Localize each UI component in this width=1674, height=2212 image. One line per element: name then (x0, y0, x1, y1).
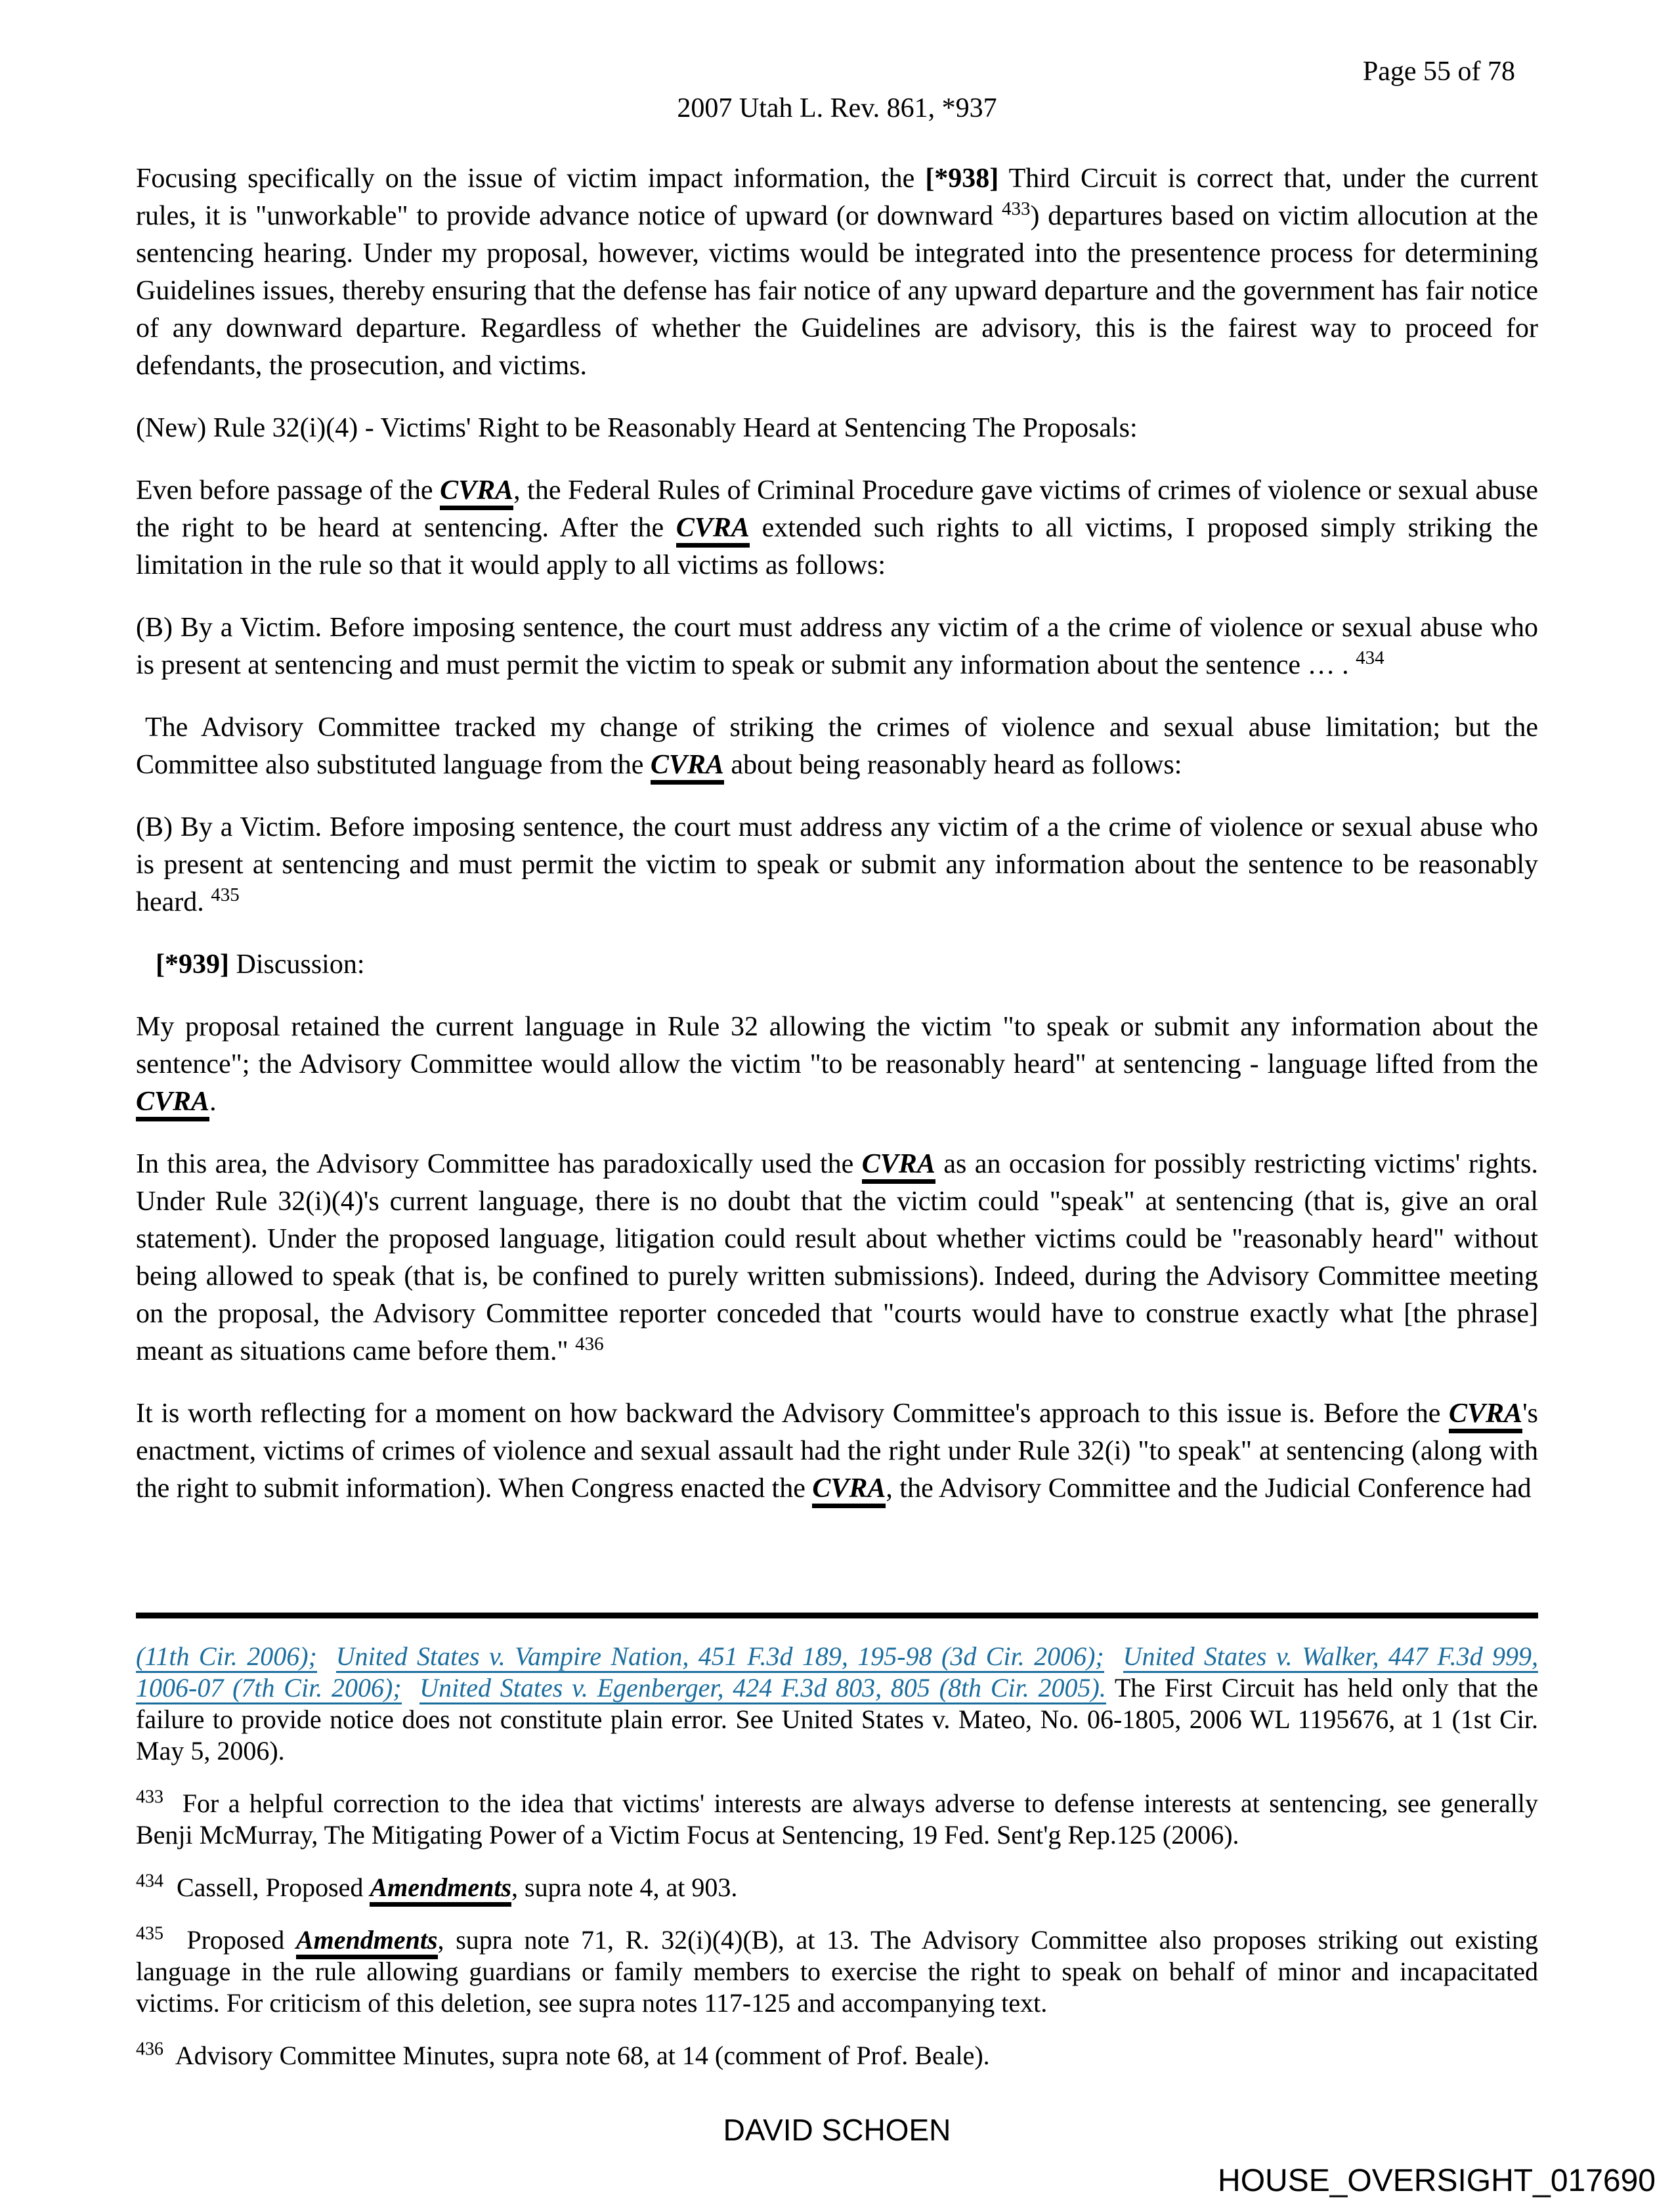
footnote-reference: 433 (1001, 198, 1031, 219)
case-citation-link[interactable]: (11th Cir. 2006); (136, 1641, 317, 1673)
text-run: Third Circuit is correct that, under the current rules, it is "unworkable" to provide advance notice of upward (or downward (136, 163, 1538, 231)
page-marker: [*938] (925, 163, 999, 194)
paragraph (136, 160, 1538, 385)
text-run (1104, 1641, 1123, 1671)
text-run: My proposal retained the current language in Rule 32 allowing the victim "to speak or submit any information about the sentence"; the Advisory Committee would allow the victim "to be reasonably heard" at sentencing - language lifted from the (136, 1012, 1538, 1079)
text-run (402, 1673, 420, 1702)
text-run: , the Advisory Committee and the Judicial Conference had (886, 1473, 1532, 1504)
paragraph (136, 946, 1538, 984)
footnote-number: 435 (136, 1923, 163, 1944)
text-run: Advisory Committee Minutes, supra note 68, at 14 (comment of Prof. Beale). (163, 2041, 990, 2070)
text-run: . (209, 1087, 217, 1117)
bates-number: HOUSE_OVERSIGHT_017690 (1218, 2163, 1656, 2198)
footnote-reference: 435 (211, 884, 240, 905)
text-run: about being reasonably heard as follows: (723, 750, 1182, 780)
footnote-number: 434 (136, 1871, 163, 1892)
text-run: , supra note 4, at 903. (511, 1873, 738, 1902)
footnote (136, 1872, 1538, 1903)
paragraph (136, 1008, 1538, 1121)
text-run: It is worth reflecting for a moment on how backward the Advisory Committee's approach to this issue is. Before the (136, 1399, 1449, 1429)
text-run: Discussion: (228, 949, 365, 980)
emphasized-reference: CVRA (812, 1473, 886, 1508)
paragraph (136, 472, 1538, 584)
document-body (0, 160, 1674, 2071)
text-run: (New) Rule 32(i)(4) - Victims' Right to be Reasonably Heard at Sentencing The Proposals: (136, 413, 1138, 443)
text-run: (B) By a Victim. Before imposing sentence, the court must address any victim of a the crime of violence or sexual abuse who is present at sentencing and must permit the victim to speak or submit any information about the sentence to be reasonably heard. (136, 812, 1538, 917)
paragraph (136, 1146, 1538, 1370)
footnote-number: 436 (136, 2039, 163, 2060)
footnote (136, 2040, 1538, 2071)
footnote-reference: 434 (1356, 647, 1384, 668)
text-run: Cassell, Proposed (163, 1873, 370, 1902)
text-run (317, 1641, 336, 1671)
text-run: In this area, the Advisory Committee has paradoxically used the (136, 1149, 862, 1179)
text-run: extended such rights to all victims, I proposed simply striking the limitation in the rule so that it would apply to all victims as follows: (136, 513, 1538, 580)
case-citation-link[interactable]: United States v. Egenberger, 424 F.3d 803, 805 (8th Cir. 2005). (419, 1673, 1106, 1704)
paragraph (136, 609, 1538, 684)
emphasized-reference: CVRA (651, 750, 724, 785)
text-run: Even before passage of the (136, 475, 440, 506)
paragraph (136, 709, 1538, 784)
paragraph (136, 809, 1538, 921)
case-citation-link[interactable]: United States v. Vampire Nation, 451 F.3d 189, 195-98 (3d Cir. 2006); (336, 1641, 1104, 1673)
footnote-number: 433 (136, 1787, 163, 1808)
text-run: , supra note 71, R. 32(i)(4)(B), at 13. The Advisory Committee also proposes striking out existing language in the rule allowing guardians or family members to exercise the right to speak on behalf of minor and incapacitated victims. For criticism of this deletion, see supra notes 117-125 and accompanying text. (136, 1925, 1538, 2018)
text-run: The First Circuit has held only that the failure to provide notice does not constitute plain error. See United States v. Mateo, No. 06-1805, 2006 WL 1195676, at 1 (1st Cir. May 5, 2006). (136, 1673, 1538, 1766)
document-citation: 2007 Utah L. Rev. 861, *937 (677, 93, 997, 123)
footnote-separator (136, 1613, 1538, 1618)
text-run: (B) By a Victim. Before imposing sentence, the court must address any victim of a the crime of violence or sexual abuse who is present at sentencing and must permit the victim to speak or submit any information about the sentence … . (136, 613, 1538, 680)
emphasized-reference: CVRA (862, 1149, 935, 1184)
page-number-label: Page 55 of 78 (1362, 56, 1515, 87)
footnote (136, 1924, 1538, 2019)
page-marker: [*939] (156, 949, 229, 980)
paragraph (136, 1395, 1538, 1507)
emphasized-reference: CVRA (440, 475, 513, 510)
text-run: as an occasion for possibly restricting victims' rights. Under Rule 32(i)(4)'s current language, there is no doubt that the victim could "speak" at sentencing (that is, give an oral statement). Under the proposed language, litigation could result about whether victims could be "reasonably heard" without being allowed to speak (that is, be confined to purely written submissions). Indeed, during the Advisory Committee meeting on the proposal, the Advisory Committee reporter conceded that "courts would have to construe exactly what [the phrase] meant as situations came before them." (136, 1149, 1538, 1366)
text-run: , the Federal Rules of Criminal Procedure gave victims of crimes of violence or sexual abuse the right to be heard at sentencing. After the (136, 475, 1538, 543)
case-citation-link[interactable]: United States v. Walker, 447 F.3d 999, 1006-07 (7th Cir. 2006); (136, 1641, 1538, 1704)
footnotes-section (136, 1641, 1538, 2071)
footnote (136, 1641, 1538, 1767)
emphasized-reference: CVRA (676, 513, 750, 548)
text-run: Proposed (163, 1925, 296, 1955)
text-run: 's enactment, victims of crimes of violence and sexual assault had the right under Rule 32(i) "to speak" at sentencing (along with the right to submit information). When Congress enacted the (136, 1399, 1538, 1504)
emphasized-reference: CVRA (1449, 1399, 1522, 1433)
paragraph (136, 410, 1538, 447)
body-paragraphs (136, 160, 1538, 1507)
footnote (136, 1788, 1538, 1851)
author-name: DAVID SCHOEN (723, 2113, 951, 2147)
emphasized-reference: Amendments (296, 1925, 438, 1959)
text-run: For a helpful correction to the idea that victims' interests are always adverse to defense interests at sentencing, see generally Benji McMurray, The Mitigating Power of a Victim Focus at Sentencing, 19 Fed. Sent'g Rep.125 (2006). (136, 1789, 1538, 1850)
text-run: ) departures based on victim allocution at the sentencing hearing. Under my proposal, however, victims would be integrated into the presentence process for determining Guidelines issues, thereby ensuring that the defense has fair notice of any upward departure and the government has fair notice of any downward departure. Regardless of whether the Guidelines are advisory, this is the fairest way to proceed for defendants, the prosecution, and victims. (136, 201, 1538, 381)
footnote-reference: 436 (575, 1334, 604, 1355)
emphasized-reference: CVRA (136, 1087, 209, 1121)
text-run: The Advisory Committee tracked my change of striking the crimes of violence and sexual abuse limitation; but the Committee also substituted language from the (136, 712, 1538, 780)
text-run: Focusing specifically on the issue of victim impact information, the (136, 163, 926, 194)
emphasized-reference: Amendments (370, 1873, 511, 1907)
